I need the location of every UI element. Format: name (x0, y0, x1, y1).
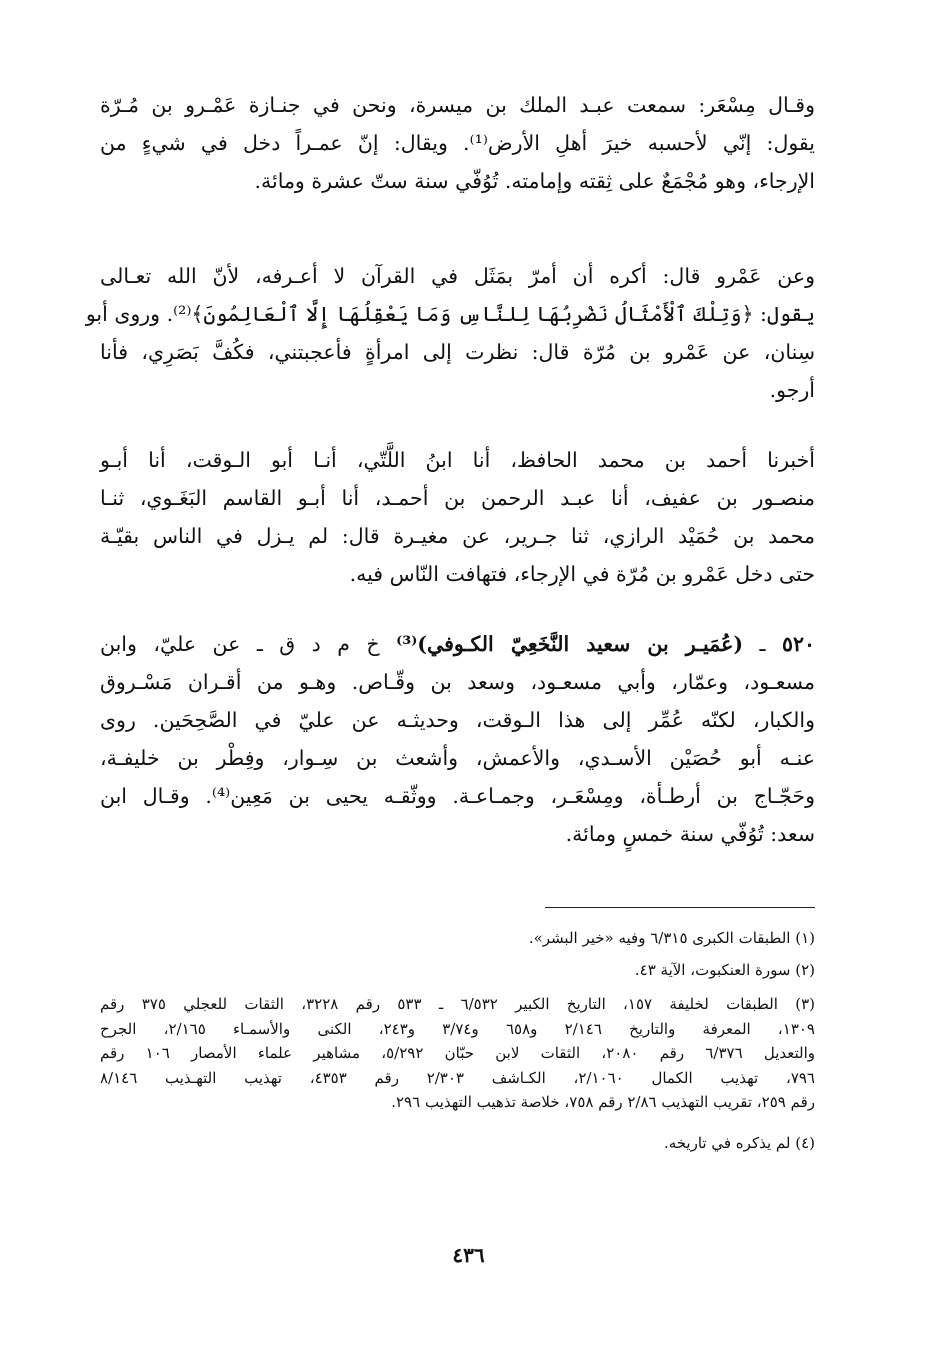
paragraph-1 (100, 86, 815, 200)
text-line: وقـال مِسْعَر: سمعت عبـد الملك بن ميسرة، ونحن في جنـازة عَمْـرو بن مُـرّة (100, 93, 815, 117)
text-line: مسعـود، وعمّار، وأبي مسعـود، وسعد بن وقّـاص. وهـو من أقـران مَسْـروق (100, 670, 815, 694)
entry-520 (100, 625, 815, 853)
footnote-2: (٢) سورة العنكبوت، الآية ٤٣. (634, 960, 815, 979)
text-line: أرجو. (769, 378, 815, 402)
text-line: وحَجّـاج بن أرطـأة، ومِسْعَـر، وجمـاعـة. ووثّقـه يحيى بن مَعِين⁽⁴⁾. وقـال ابن (100, 784, 815, 808)
page-number: ٤٣٦ (452, 1243, 485, 1267)
text-line: والكبار، لكنّه عُمِّر إلى هذا الـوقت، وحديثـه عن عليّ في الصَّحِحَين. روى (100, 708, 815, 732)
entry-number: ٥٢٠ (781, 632, 816, 656)
text-line: سعد: تُوُفّي سنة خمسٍ ومائة. (565, 822, 815, 846)
footnote-1: (١) الطبقات الكبرى ٦/٣١٥ وفيه «خير البشر». (528, 929, 815, 947)
footnote-rule (545, 907, 815, 908)
text-line: يقول: إنّي لأحسبه خيرَ أهلِ الأرض⁽¹⁾. ويقال: إنّ عمـراً دخل في شيءٍ من (100, 131, 815, 155)
footnotes (100, 926, 815, 1155)
text-line: منصـور بن عفيف، أنا عبـد الرحمن بن أحمـد، أنا أبـو القاسم البَغَـوي، ثنـا (100, 486, 815, 510)
entry-heading-line: ٥٢٠ ـ (عُمَيـر بن سعيد النَّخَعِيّ الكـوفي)⁽³⁾ خ م د ق ـ عن عليّ، وابن (100, 632, 816, 656)
footnote-3-line: (٣) الطبقات لخليفة ١٥٧، التاريخ الكبير ٦/٥٣٢ ـ ٥٣٣ رقم ٣٢٢٨، الثقات للعجلي ٣٧٥ رقم (100, 995, 815, 1013)
footnote-3-line: ١٣٠٩، المعرفة والتاريخ ٢/١٤٦ و٦٥٨ و٣/٧٤ و٢٤٣، الكنى والأسمـاء ٢/١٦٥، الجرح (100, 1019, 815, 1038)
text-line: سِنان، عن عَمْرو بن مُرّة قال: نظرت إلى امرأةٍ فأعجبتني، فكُفَّ بَصَرِي، فأنا (100, 340, 815, 364)
paragraph-2 (85, 257, 815, 409)
footnote-3-line: ٧٩٦، تهذيب الكمال ٢/١٠٦٠، الكـاشف ٢/٣٠٣ رقم ٤٣٥٣، تهذيب التهـذيب ٨/١٤٦ (100, 1068, 815, 1087)
footnote-4: (٤) لم يذكره في تاريخه. (663, 1133, 815, 1152)
footnote-3-line: والتعديل ٦/٣٧٦ رقم ٢٠٨٠، الثقات لابن حبّان ٥/٢٩٢، مشاهير علماء الأمصار ١٠٦ رقم (100, 1044, 816, 1062)
entry-heading-rest: خ م د ق ـ عن عليّ، وابن (100, 632, 380, 656)
text-line: محمد بن حُمَيْد الرازي، ثنا جـرير، عن مغيـرة قال: لم يـزل في الناس بقيّـة (100, 524, 815, 548)
paragraph-3 (100, 441, 815, 593)
text-line: يقول: ﴿وَتِلْكَ ٱلْأَمْثَالُ نَضْرِبُهَا لِلنَّاسِ وَمَا يَعْقِلُهَا إِلَّا ٱلْعَالِمُونَ﴾⁽²⁾. وروى أبو (85, 302, 815, 326)
footnote-separator (100, 907, 815, 909)
text-line: عنـه أبو حُصَيْن الأسـدي، والأعمش، وأشعث بن سِـوار، وفِطْر بن خليفـة، (100, 746, 815, 770)
text-line: وعن عَمْرو قال: أكره أن أمرّ بمَثَل في القرآن لا أعـرفه، لأنّ الله تعـالى (100, 264, 815, 288)
text-line: أخبرنا أحمد بن محمد الحافظ، أنا ابنُ اللَّتّي، أنـا أبو الـوقت، أنا أبـو (100, 448, 815, 472)
entry-name: (عُمَيـر بن سعيد النَّخَعِيّ الكـوفي)⁽³⁾ (396, 632, 744, 656)
footnote-3-line: رقم ٢٥٩، تقريب التهذيب ٢/٨٦ رقم ٧٥٨، خلاصة تذهيب التهذيب ٢٩٦. (391, 1093, 815, 1111)
text-line: حتى دخل عَمْرو بن مُرّة في الإرجاء، فتهافت النّاس فيه. (349, 562, 815, 586)
text-line: الإرجاء، وهو مُجْمَعٌ على ثِقته وإمامته. تُوُفّي سنة ستّ عشرة ومائة. (254, 169, 815, 193)
